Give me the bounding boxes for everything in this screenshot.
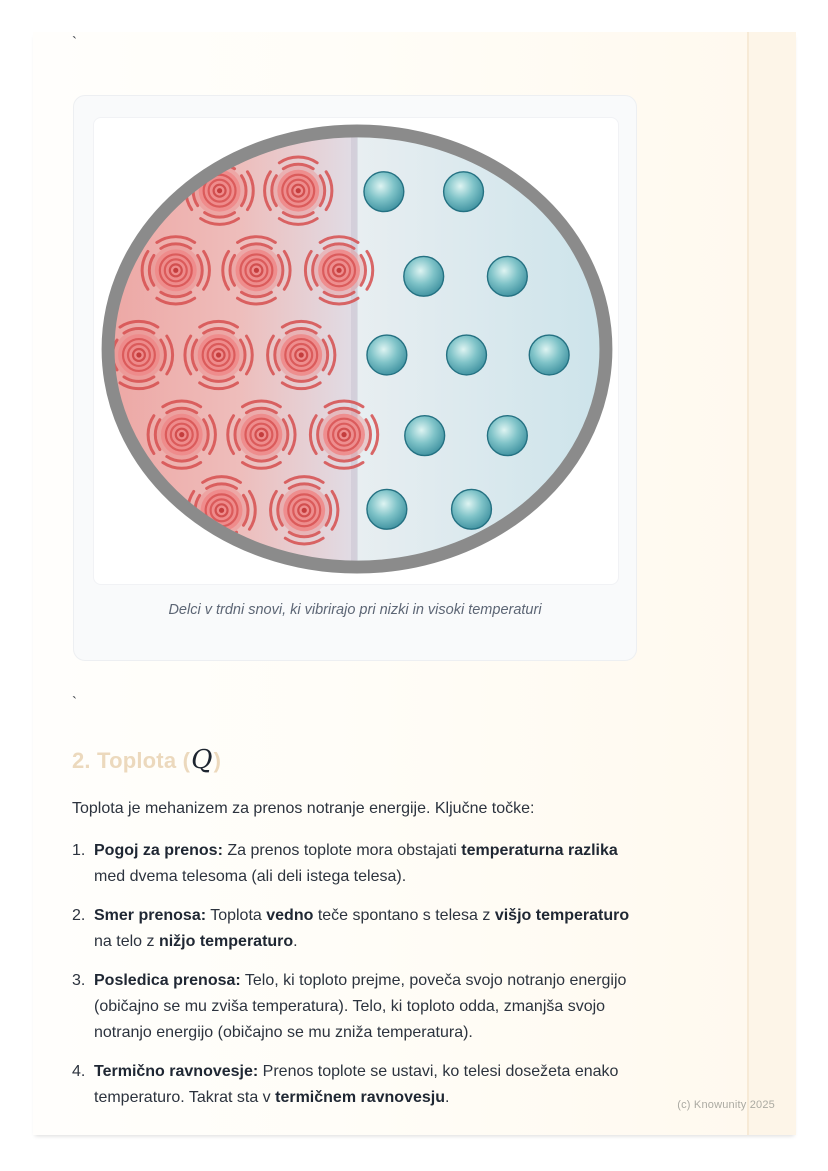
list-item-number: 1.: [72, 842, 86, 859]
document-sheet: [33, 32, 796, 1135]
backtick-middle: `: [72, 694, 77, 711]
particles-illustration-icon: [94, 118, 618, 584]
right-accent-strip: [747, 32, 796, 1135]
figure-image-panel: [93, 117, 619, 585]
heading-math-symbol: Q: [191, 745, 213, 775]
copyright-footer: (c) Knowunity 2025: [677, 1099, 775, 1111]
key-points-list: [72, 838, 647, 1124]
heading-prefix: 2. Toplota (: [72, 748, 191, 773]
list-item-number: 2.: [72, 907, 86, 924]
figure-caption: Delci v trdni snovi, ki vibrirajo pri nizki in visoki temperaturi: [168, 602, 542, 618]
section-heading: [72, 745, 221, 775]
list-item: 2. Smer prenosa: Toplota vedno teče spontano s telesa z višjo temperaturo na telo z nižjo temperaturo.: [72, 903, 642, 955]
list-item: 4. Termično ravnovesje: Prenos toplote se ustavi, ko telesi dosežeta enako temperaturo. Takrat sta v termičnem ravnovesju.: [72, 1059, 642, 1111]
list-item: 3. Posledica prenosa: Telo, ki toploto prejme, poveča svojo notranjo energijo (običajno se mu zviša temperatura). Telo, ki toploto odda, zmanjša svojo notranjo energijo (običajno se mu zniža temperatura).: [72, 968, 642, 1046]
list-item-number: 4.: [72, 1063, 86, 1080]
list-item-number: 3.: [72, 972, 86, 989]
backtick-top: `: [72, 34, 77, 51]
section-intro: Toplota je mehanizem za prenos notranje energije. Ključne točke:: [72, 800, 535, 817]
list-item: 1. Pogoj za prenos: Za prenos toplote mora obstajati temperaturna razlika med dvema telesoma (ali deli istega telesa).: [72, 838, 642, 890]
heading-suffix: ): [213, 748, 222, 773]
figure-card: [73, 95, 637, 661]
